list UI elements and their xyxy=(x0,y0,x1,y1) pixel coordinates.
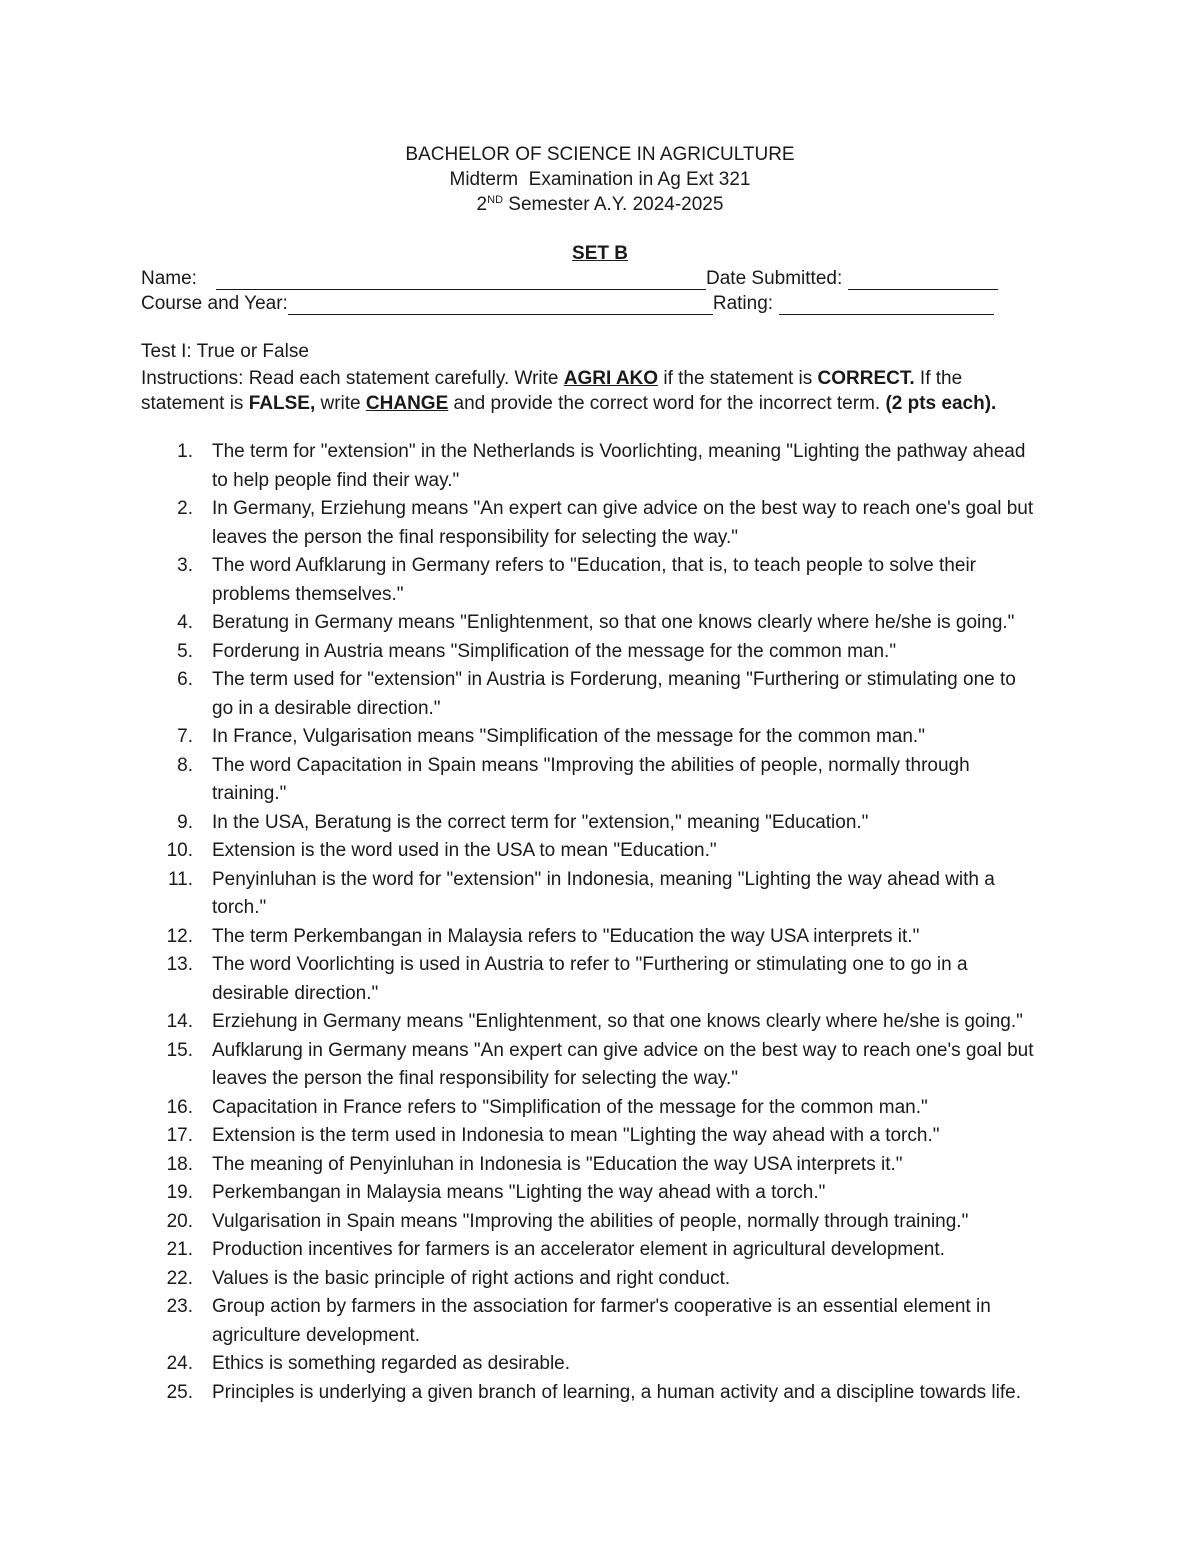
question-item xyxy=(0,866,1042,923)
question-text: In Germany, Erziehung means "An expert can give advice on the best way to reach one's goal but leaves the person the final responsibility for selecting the way." xyxy=(212,498,1034,548)
course-row xyxy=(141,291,994,315)
question-text: Principles is underlying a given branch of learning, a human activity and a discipline towards life. xyxy=(212,1381,1021,1403)
question-number: 7. xyxy=(177,726,193,747)
question-item xyxy=(0,723,1042,752)
test-title: Test I: True or False xyxy=(141,341,309,362)
instructions xyxy=(141,366,1041,416)
name-field[interactable] xyxy=(216,271,706,290)
question-text: Production incentives for farmers is an accelerator element in agricultural development. xyxy=(212,1239,945,1260)
exam-header xyxy=(0,142,1200,217)
semester-number: 2 xyxy=(476,194,488,215)
question-text: Ethics is something regarded as desirable. xyxy=(212,1353,571,1374)
exam-title: Midterm Examination in Ag Ext 321 xyxy=(449,169,751,190)
question-text: Capacitation in France refers to "Simplification of the message for the common man." xyxy=(212,1096,928,1118)
question-item xyxy=(0,552,1042,609)
question-item xyxy=(0,1350,1042,1379)
question-number: 20. xyxy=(166,1210,193,1232)
question-text: The word Aufklarung in Germany refers to "Education, that is, to teach people to solve their problems themselves." xyxy=(212,555,976,605)
question-number: 13. xyxy=(166,954,193,975)
question-item xyxy=(0,638,1042,667)
keyword-change: CHANGE xyxy=(365,393,449,414)
course-year-field[interactable] xyxy=(288,296,713,315)
question-text: Beratung in Germany means "Enlightenment, so that one knows clearly where he/she is going." xyxy=(212,612,1015,633)
question-number: 23. xyxy=(166,1296,193,1317)
question-number: 22. xyxy=(166,1267,193,1289)
semester-line xyxy=(0,192,1200,217)
question-number: 4. xyxy=(177,612,193,633)
question-text: Aufklarung in Germany means "An expert can give advice on the best way to reach one's goal but leaves the person the final responsibility for selecting the way." xyxy=(212,1039,1034,1089)
rating-label: Rating: xyxy=(712,293,774,314)
instructions-part-3: If the statement is xyxy=(141,368,963,414)
question-text: Values is the basic principle of right actions and right conduct. xyxy=(212,1267,731,1289)
question-item xyxy=(0,809,1042,838)
date-submitted-field[interactable] xyxy=(848,271,998,290)
question-text: The term Perkembangan in Malaysia refers to "Education the way USA interprets it." xyxy=(212,925,920,947)
question-item xyxy=(0,1151,1042,1180)
question-item xyxy=(0,1208,1042,1237)
question-item xyxy=(0,495,1042,552)
question-item xyxy=(0,951,1042,1008)
question-item xyxy=(0,1379,1042,1408)
question-text: Extension is the word used in the USA to mean "Education." xyxy=(212,840,717,861)
question-number: 8. xyxy=(177,754,193,776)
question-item xyxy=(0,609,1042,638)
question-item xyxy=(0,438,1042,495)
question-text: Perkembangan in Malaysia means "Lighting the way ahead with a torch." xyxy=(212,1182,826,1203)
question-number: 16. xyxy=(166,1096,193,1118)
question-number: 18. xyxy=(166,1153,193,1175)
date-submitted-label: Date Submitted: xyxy=(706,268,843,289)
instructions-part-2: if the statement is xyxy=(658,368,818,389)
instructions-part-1: Instructions: Read each statement carefully. Write xyxy=(141,368,564,389)
rating-field[interactable] xyxy=(779,296,994,315)
question-text: Forderung in Austria means "Simplification of the message for the common man." xyxy=(212,640,897,662)
question-text: The term for "extension" in the Netherlands is Voorlichting, meaning "Lighting the pathway ahead to help people find their way." xyxy=(212,441,1026,491)
course-year-label: Course and Year: xyxy=(141,293,288,314)
set-label: SET B xyxy=(572,243,628,264)
points-note: (2 pts each). xyxy=(885,393,997,414)
question-text: Penyinluhan is the word for "extension" in Indonesia, meaning "Lighting the way ahead with a torch." xyxy=(212,868,995,918)
question-text: Group action by farmers in the association for farmer's cooperative is an essential element in agriculture development. xyxy=(212,1296,991,1346)
question-item xyxy=(0,1122,1042,1151)
question-text: The term used for "extension" in Austria is Forderung, meaning "Furthering or stimulating one to go in a desirable direction." xyxy=(212,669,1016,719)
question-text: Extension is the term used in Indonesia to mean "Lighting the way ahead with a torch." xyxy=(212,1125,940,1146)
question-item xyxy=(0,837,1042,866)
semester-ordinal: ND xyxy=(487,194,504,206)
question-text: The meaning of Penyinluhan in Indonesia is "Education the way USA interprets it." xyxy=(212,1153,903,1175)
question-item xyxy=(0,1293,1042,1350)
question-item xyxy=(0,1094,1042,1123)
instructions-part-5: and provide the correct word for the incorrect term. xyxy=(448,393,886,414)
question-number: 17. xyxy=(166,1125,193,1146)
question-number: 1. xyxy=(177,441,193,462)
question-text: In France, Vulgarisation means "Simplification of the message for the common man." xyxy=(212,726,925,747)
question-item xyxy=(0,1265,1042,1294)
question-text: Erziehung in Germany means "Enlightenment, so that one knows clearly where he/she is going." xyxy=(212,1011,1023,1032)
question-item xyxy=(0,666,1042,723)
question-number: 21. xyxy=(166,1239,193,1260)
question-item xyxy=(0,923,1042,952)
question-number: 6. xyxy=(177,669,193,690)
question-item xyxy=(0,1179,1042,1208)
name-label: Name: xyxy=(141,268,197,289)
question-number: 5. xyxy=(177,640,193,662)
question-number: 25. xyxy=(166,1381,193,1403)
question-text: In the USA, Beratung is the correct term for "extension," meaning "Education." xyxy=(212,811,869,833)
instructions-part-4: write xyxy=(315,393,366,414)
keyword-false: FALSE, xyxy=(248,393,316,414)
question-list xyxy=(0,438,1200,1407)
name-row xyxy=(141,266,998,290)
question-text: The word Capacitation in Spain means "Improving the abilities of people, normally through training." xyxy=(212,754,970,804)
question-number: 2. xyxy=(177,498,193,519)
question-number: 15. xyxy=(166,1039,193,1061)
question-item xyxy=(0,1236,1042,1265)
question-item xyxy=(0,1037,1042,1094)
question-item xyxy=(0,752,1042,809)
question-number: 24. xyxy=(166,1353,193,1374)
question-number: 3. xyxy=(177,555,193,576)
keyword-agri-ako: AGRI AKO xyxy=(563,368,659,389)
question-text: The word Voorlichting is used in Austria to refer to "Furthering or stimulating one to go in a desirable direction." xyxy=(212,954,968,1004)
question-number: 14. xyxy=(166,1011,193,1032)
question-number: 11. xyxy=(167,868,193,890)
semester-text: Semester A.Y. 2024-2025 xyxy=(503,194,724,215)
question-number: 10. xyxy=(166,840,193,861)
question-text: Vulgarisation in Spain means "Improving the abilities of people, normally through training." xyxy=(212,1210,969,1232)
program-title: BACHELOR OF SCIENCE IN AGRICULTURE xyxy=(405,144,795,165)
question-number: 12. xyxy=(166,925,193,947)
question-number: 19. xyxy=(166,1182,193,1203)
keyword-correct: CORRECT. xyxy=(817,368,915,389)
question-number: 9. xyxy=(177,811,193,833)
question-item xyxy=(0,1008,1042,1037)
